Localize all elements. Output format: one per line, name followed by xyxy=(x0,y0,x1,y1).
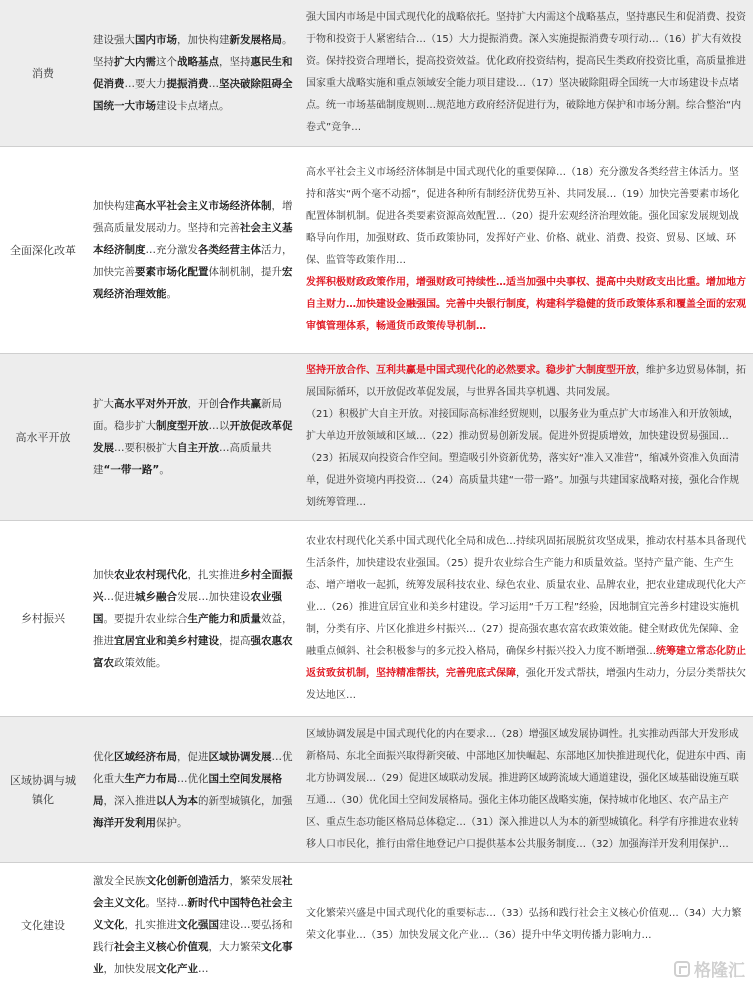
logo-icon xyxy=(674,961,690,977)
summary-cell xyxy=(93,147,293,353)
detail-cell xyxy=(306,0,747,146)
text-run: 。 xyxy=(166,288,177,300)
text-run: 生产力布局 xyxy=(124,772,177,785)
text-run: 农业农村现代化关系中国式现代化全局和成色…持续巩固拓展脱贫攻坚成果，推动农村基本具备现代生活条件，加快建设农业强国。（25）提升农业综合生产能力和质量效益。坚持产量产能、生产生态、增产增收一起抓，统筹发展科技农业、绿色农业、质量农业、品牌农业，把农业建成现代化大产业…（26）推进宜居宜业和美乡村建设。学习运用“千万工程”经验，因地制宜完善乡村建设实施机制，分类有序、片区化推进乡村振兴…（27）提高强农惠农富农政策效能。健全财政优先保障、金融重点倾斜、社会积极参与的多元投入格局，确保乡村振兴投入力度不断增强… xyxy=(306,535,746,657)
text-run: 。坚持 xyxy=(93,34,293,68)
summary-text xyxy=(93,393,293,481)
watermark-logo xyxy=(674,956,745,981)
text-run: 制度型开放 xyxy=(156,420,209,432)
detail-cell xyxy=(306,717,747,862)
text-run: 城乡融合 xyxy=(135,590,177,603)
text-run: 建设强大 xyxy=(93,34,135,46)
summary-text xyxy=(93,564,293,674)
text-run: 的新型城镇化，加强 xyxy=(198,794,293,807)
text-run: 文化繁荣兴盛是中国式现代化的重要标志…（33）弘扬和践行社会主义核心价值观…（34）大力繁荣文化事业…（35）加快发展文化产业…（36）提升中华文明传播力影响力… xyxy=(306,908,742,941)
text-run: 合作共赢 xyxy=(219,398,261,410)
text-run: 社会主义文化 xyxy=(93,875,293,909)
text-run: 国内市场 xyxy=(135,34,177,46)
text-run: ，繁荣发展 xyxy=(229,875,282,887)
text-run: 海洋开发利用 xyxy=(93,816,156,829)
text-run: …要积极扩大 xyxy=(114,442,177,454)
category-cell: 高水平开放 xyxy=(15,430,71,444)
text-run: …优化 xyxy=(177,772,209,785)
text-run: 开放促改革促发展 xyxy=(93,420,293,454)
text-run: 建设卡点堵点。 xyxy=(156,100,230,112)
text-run: ，强化开发式帮扶，增强内生动力，分层分类帮扶欠发达地区… xyxy=(306,667,746,701)
text-run: 农业农村现代化 xyxy=(114,568,188,581)
summary-text xyxy=(93,195,293,305)
category-cell: 区域协调与城镇化 xyxy=(10,773,76,806)
table-row-rural-revitalization xyxy=(0,521,753,716)
detail-cell xyxy=(306,521,747,716)
text-run: ，扎实推进 xyxy=(124,919,177,931)
text-run: 坚决破除阻碍全国统一大市场 xyxy=(93,78,293,112)
text-run: 战略基点 xyxy=(177,56,219,68)
text-run: 体制机制，提升 xyxy=(208,266,282,278)
text-run: 坚持开放合作、互利共赢是中国式现代化的必然要求。稳步扩大制度型开放 xyxy=(306,365,636,376)
text-run: 国土空间发展格局 xyxy=(93,772,282,807)
text-run: ，提高 xyxy=(219,634,251,647)
text-run: 政策效能。 xyxy=(114,656,167,669)
text-run: 文化事业 xyxy=(93,941,293,975)
category-cell: 全面深化改革 xyxy=(10,243,76,257)
category-cell: 文化建设 xyxy=(21,918,65,932)
table-row-cultural-development xyxy=(0,863,753,987)
text-run: …高质量共建 xyxy=(93,442,272,476)
text-run: 宏观经济治理效能 xyxy=(93,266,293,300)
table-row-regional-coordination xyxy=(0,717,753,862)
text-run: ，维护多边贸易体制，拓展国际循环，以开放促改革促发展，与世界各国共享机遇、共同发展。 xyxy=(306,365,746,398)
text-run: …要大力 xyxy=(124,78,167,90)
detail-paragraph xyxy=(306,531,747,707)
text-run: 活力，加快完善 xyxy=(93,244,293,278)
detail-paragraph xyxy=(306,404,747,514)
text-run: （21）积极扩大自主开放。对接国际高标准经贸规则，以服务业为重点扩大市场准入和开放领域，扩大单边开放领域和区域…（22）推动贸易创新发展。促进外贸提质增效，加快建设贸易强国…（23）拓展双向投资合作空间。塑造吸引外资新优势，落实好“准入又准营”，缩减外资准入负面清单，促进外资境内再投资…（24）高质量共建“一带一路”。加强与共建国家战略对接，强化合作规划统筹管理… xyxy=(306,409,740,508)
text-run: 文化产业 xyxy=(156,963,198,975)
text-run: …促进 xyxy=(103,590,135,603)
detail-paragraph xyxy=(306,360,747,404)
text-run: 区域协调发展 xyxy=(208,750,272,763)
text-run: 扩大 xyxy=(93,398,114,410)
text-run: 社会主义基本经济制度 xyxy=(93,222,293,256)
text-run: 效益，推进 xyxy=(93,612,293,647)
text-run: 统筹建立常态化防止返贫致贫机制，坚持精准帮扶，完善兜底式保障 xyxy=(306,645,746,679)
text-run: ，坚持 xyxy=(219,56,251,68)
text-run: 自主开放 xyxy=(177,442,219,454)
text-run: 优化 xyxy=(93,750,114,763)
text-run: ，促进 xyxy=(177,750,209,763)
text-run: 区域协调发展是中国式现代化的内在要求…（28）增强区域发展协调性。扎实推动西部大开发形成新格局、东北全面振兴取得新突破、中部地区加快崛起、东部地区加快推进现代化，促进东中西、南北方协调发展…（29）促进区域联动发展。推进跨区域跨流域大通道建设，强化区域基础设施互联互通…（30）优化国土空间发展格局。强化主体功能区战略实施，保持城市化地区、农产品主产区、重点生态功能区格局总体稳定…（31）深入推进以人为本的新型城镇化。科学有序推进农业转移人口市民化，推行由常住地登记户口提供基本公共服务制度…（32）加强海洋开发利用保护… xyxy=(306,728,746,850)
summary-cell xyxy=(93,717,293,862)
text-run: 生产能力和质量 xyxy=(187,612,261,625)
text-run: 。要提升农业综合 xyxy=(103,612,188,625)
text-run: 加快构建 xyxy=(93,200,135,212)
text-run: ，深入推进 xyxy=(103,794,156,807)
text-run: 强大国内市场是中国式现代化的战略依托。坚持扩大内需这个战略基点，坚持惠民生和促消费、投资于物和投资于人紧密结合…（15）大力提振消费。深入实施提振消费专项行动…（16）扩大有效投资。保持投资合理增长，提高投资效益。优化政府投资结构，提高民生类政府投资比重，高质量推进国家重大战略实施和重点领域安全能力项目建设…（17）坚决破除阻碍全国统一大市场建设卡点堵点。统一市场基础制度规则…规范地方政府经济促进行为，破除地方保护和市场分割。综合整治“内卷式”竞争… xyxy=(306,12,746,133)
text-run: “一带一路” xyxy=(103,464,160,476)
text-run: ，加快发展 xyxy=(103,963,156,975)
text-run: 新局面。稳步扩大 xyxy=(93,398,282,432)
text-run: …优化重大 xyxy=(93,750,293,785)
text-run: 高水平对外开放 xyxy=(114,398,188,410)
table-row-high-level-opening xyxy=(0,354,753,520)
detail-cell xyxy=(306,147,747,353)
summary-cell xyxy=(93,521,293,716)
text-run: ，增强高质量发展动力。坚持和完善 xyxy=(93,200,293,234)
text-run: ，加快构建 xyxy=(177,34,230,46)
text-run: 农业强国 xyxy=(93,590,282,625)
summary-cell xyxy=(93,0,293,146)
text-run: 要素市场化配置 xyxy=(135,266,209,278)
detail-paragraph xyxy=(306,162,747,272)
text-run: 这个 xyxy=(156,56,177,68)
text-run: 高水平社会主义市场经济体制是中国式现代化的重要保障…（18）充分激发各类经营主体活力。坚持和落实“两个毫不动摇”，促进各种所有制经济优势互补、共同发展…（19）加快完善要素市场化配置体制机制。促进各类要素资源高效配置…（20）提升宏观经济治理效能。强化国家发展规划战略导向作用，加强财政、货币政策协同，发挥好产业、价格、就业、消费、投资、贸易、区域、环保、监管等政策作用… xyxy=(306,167,740,266)
text-run: 文化强国 xyxy=(177,919,219,931)
text-run: ，扎实推进 xyxy=(187,568,240,581)
summary-text xyxy=(93,870,293,980)
text-run: 区域经济布局 xyxy=(114,750,177,763)
text-run: ，大力繁荣 xyxy=(208,941,261,953)
text-run: 。坚持… xyxy=(145,897,188,909)
watermark-text: 格隆汇 xyxy=(694,961,745,981)
summary-text xyxy=(93,746,293,834)
text-run: 发展…加快建设 xyxy=(177,590,251,603)
summary-cell xyxy=(93,354,293,520)
text-run: 以人为本 xyxy=(156,794,198,807)
text-run: 扩大内需 xyxy=(114,56,156,68)
summary-text xyxy=(93,29,293,117)
text-run: ，开创 xyxy=(187,398,219,410)
text-run: 。 xyxy=(159,464,170,476)
text-run: 加快 xyxy=(93,568,114,581)
text-run: 发挥积极财政政策作用，增强财政可持续性…适当加强中央事权、提高中央财政支出比重。增加地方自主财力…加快建设金融强国。完善中央银行制度，构建科学稳健的货币政策体系和覆盖全面的宏观审慎管理体系，畅通货币政策传导机制… xyxy=(306,277,746,332)
detail-paragraph xyxy=(306,903,747,947)
text-run: … xyxy=(208,78,219,90)
text-run: 乡村全面振兴 xyxy=(93,568,293,603)
text-run: …以 xyxy=(208,420,230,432)
table-row-deepening-reform xyxy=(0,147,753,353)
detail-paragraph xyxy=(306,272,747,338)
category-cell: 乡村振兴 xyxy=(21,612,65,625)
detail-paragraph xyxy=(306,724,747,856)
text-run: … xyxy=(198,963,209,975)
detail-cell xyxy=(306,354,747,520)
text-run: 强农惠农富农 xyxy=(93,634,293,669)
text-run: 宜居宜业和美乡村建设 xyxy=(114,634,219,647)
text-run: 社会主义核心价值观 xyxy=(114,941,209,953)
text-run: …充分激发 xyxy=(145,244,198,256)
text-run: 惠民生和促消费 xyxy=(93,56,293,90)
text-run: 保护。 xyxy=(156,816,188,829)
text-run: 高水平社会主义市场经济体制 xyxy=(135,200,272,212)
text-run: 提振消费 xyxy=(166,78,209,90)
text-run: 文化创新创造活力 xyxy=(145,875,230,887)
text-run: 建设…要弘扬和践行 xyxy=(93,919,293,953)
table-row-consumption xyxy=(0,0,753,146)
text-run: 激发全民族 xyxy=(93,875,146,887)
detail-paragraph xyxy=(306,7,747,139)
text-run: 新时代中国特色社会主义文化 xyxy=(93,897,293,931)
category-cell: 消费 xyxy=(32,66,54,80)
text-run: 各类经营主体 xyxy=(198,244,261,256)
text-run: 新发展格局 xyxy=(229,34,282,46)
summary-cell xyxy=(93,863,293,987)
